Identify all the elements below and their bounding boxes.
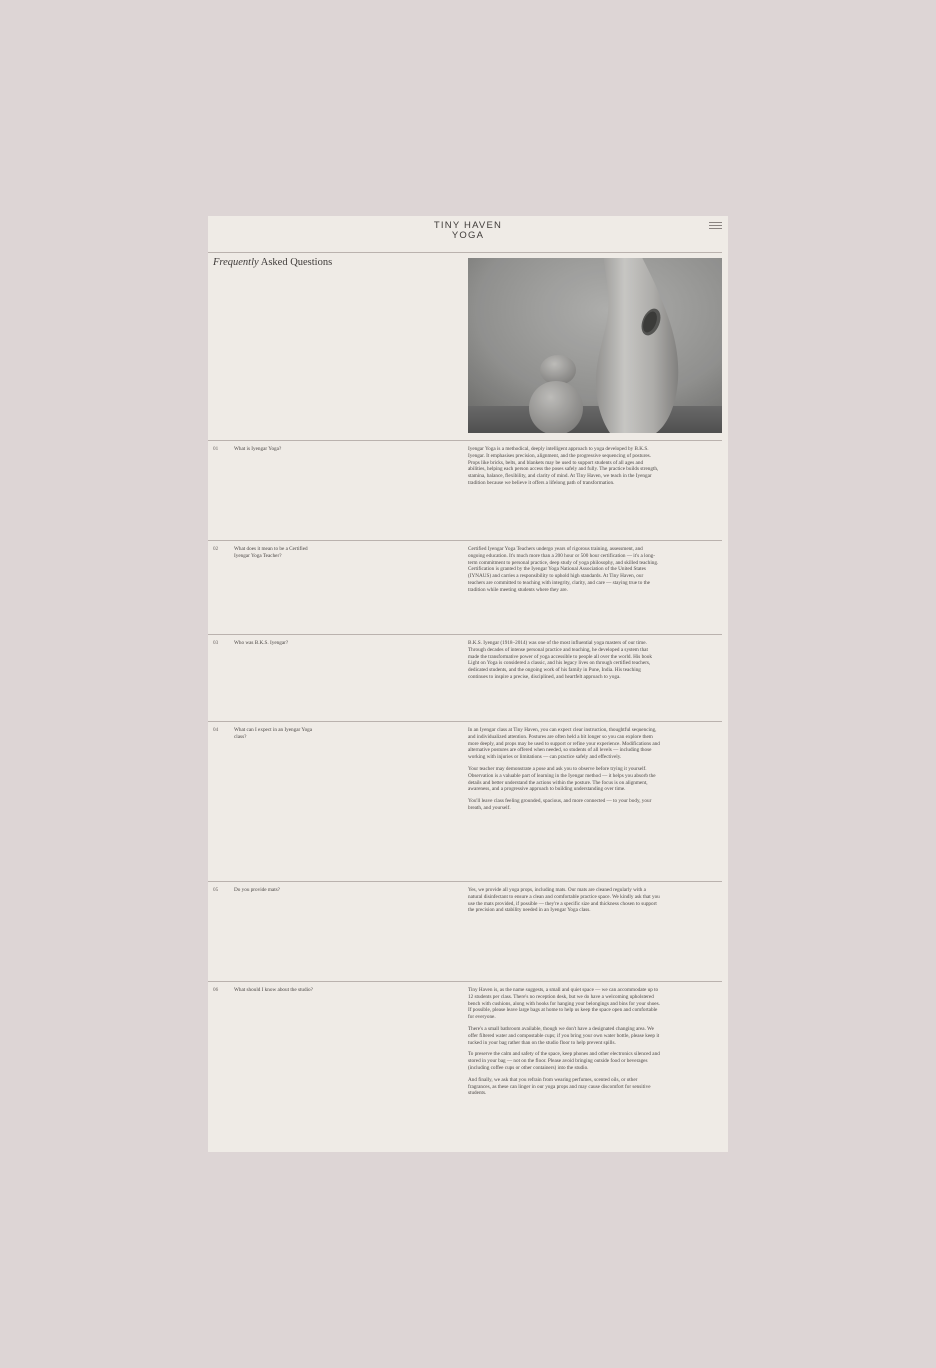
faq-answer-paragraph: And finally, we ask that you refrain from wearing perfumes, scented oils, or other fragrances, as these can linger in our yoga props and may cause discomfort for sensitive students. xyxy=(468,1076,651,1097)
faq-divider-06 xyxy=(208,981,722,982)
faq-number: 02 xyxy=(213,546,219,552)
faq-answer xyxy=(468,727,660,817)
faq-question[interactable]: What should I know about the studio? xyxy=(234,987,313,993)
faq-number: 04 xyxy=(213,727,219,733)
faq-divider-04 xyxy=(208,721,722,722)
logo-line-2: YOGA xyxy=(451,230,485,241)
faq-answer-paragraph: Iyengar Yoga is a methodical, deeply intelligent approach to yoga developed by B.K.S. Iyengar. It emphasises precision, alignment, and the progressive sequencing of postures. Props like bricks, belts, and blankets may be used to support students of all ages and abilities, helping each person access the poses safely and fully. The practice builds strength, stamina, balance, flexibility, and clarity of mind. At Tiny Haven, we teach in the Iyengar tradition because we believe it offers a lifelong path of transformation. xyxy=(468,446,659,486)
page-title-rest: Asked Questions xyxy=(258,257,333,268)
page-title-italic: Frequently xyxy=(213,257,259,268)
faq-page xyxy=(208,216,728,1152)
site-header xyxy=(208,216,728,252)
faq-answer-paragraph: Yes, we provide all yoga props, including mats. Our mats are cleaned regularly with a natural disinfectant to ensure a clean and comfortable practice space. We kindly ask that you use the mats provided, if possible — they're a specific size and thickness chosen to support the precision and stability needed in an Iyengar Yoga class. xyxy=(468,887,660,914)
faq-answer-paragraph: To preserve the calm and safety of the space, keep phones and other electronics silenced and stored in your bag — not on the floor. Please avoid bringing outside food or beverages (including coffee cups or other containers) into the studio. xyxy=(468,1051,660,1071)
faq-answer-paragraph: Your teacher may demonstrate a pose and ask you to observe before trying it yourself. Observation is a valuable part of learning in the Iyengar method — it helps you absorb the details and better understand the actions within the posture. The focus is on alignment, awareness, and a progressive approach to building understanding over time. xyxy=(468,765,656,793)
logo-line-1: TINY HAVEN xyxy=(433,220,503,231)
faq-question[interactable]: Do you provide mats? xyxy=(234,887,280,893)
faq-divider-01 xyxy=(208,440,722,441)
faq-question[interactable]: What does it mean to be a Certified Iyengar Yoga Teacher? xyxy=(234,546,308,559)
faq-answer xyxy=(468,887,660,919)
faq-number: 03 xyxy=(213,640,219,646)
faq-question[interactable]: What can I expect in an Iyengar Yoga class? xyxy=(234,727,313,740)
page-title xyxy=(213,256,332,269)
header-divider xyxy=(208,252,722,253)
faq-divider-02 xyxy=(208,540,722,541)
faq-answer-paragraph: Tiny Haven is, as the name suggests, a small and quiet space — we can accommodate up to 12 students per class. There's no reception desk, but we do have a welcoming upholstered bench with cushions, along with hooks for hanging your belongings and bins for your shoes. If possible, please leave large bags at home to help us keep the space open and comfortable for everyone. xyxy=(468,987,660,1021)
faq-question[interactable]: What is Iyengar Yoga? xyxy=(234,446,282,452)
hamburger-menu-icon[interactable] xyxy=(709,222,722,231)
faq-number: 01 xyxy=(213,446,219,452)
faq-answer xyxy=(468,640,660,686)
faq-answer-paragraph: You'll leave class feeling grounded, spacious, and more connected — to your body, your breath, and yourself. xyxy=(468,798,652,811)
faq-number: 06 xyxy=(213,987,219,993)
faq-answer-paragraph: B.K.S. Iyengar (1918–2014) was one of the most influential yoga masters of our time. Through decades of intense personal practice and teaching, he developed a system that made the transformative power of yoga accessible to people all over the world. His book Light on Yoga is considered a classic, and his legacy lives on through certified teachers, dedicated students, and the ongoing work of his family in Pune, India. His teaching continues to inspire a precise, disciplined, and heartfelt approach to yoga. xyxy=(468,640,652,680)
hero-grain xyxy=(468,258,722,433)
faq-answer-paragraph: There's a small bathroom available, though we don't have a designated changing area. We offer filtered water and compostable cups; if you bring your own water bottle, please keep it tucked in your bag rather than on the studio floor to help prevent spills. xyxy=(468,1025,660,1046)
site-logo[interactable] xyxy=(208,221,728,241)
faq-answer xyxy=(468,446,660,492)
faq-answer xyxy=(468,987,660,1102)
faq-divider-03 xyxy=(208,634,722,635)
hero-image xyxy=(468,258,722,433)
faq-number: 05 xyxy=(213,887,219,893)
faq-answer-paragraph: In an Iyengar class at Tiny Haven, you can expect clear instruction, thoughtful sequencing, and individualized attention. Postures are often held a bit longer so you can explore them more deeply, and props may be used to support or refine your experience. Modifications and alternative postures are offered when needed, so students of all levels — including those working with injuries or limitations — can practice safely and effectively. xyxy=(468,727,660,761)
faq-divider-05 xyxy=(208,881,722,882)
faq-answer-paragraph: Certified Iyengar Yoga Teachers undergo years of rigorous training, assessment, and ongoing education. It's much more than a 200 hour or 500 hour certification — it's a long-term commitment to personal practice, deep study of yoga philosophy, and skilled teaching. Certification is granted by the Iyengar Yoga National Association of the United States (IYNAUS) and carries a responsibility to uphold high standards. At Tiny Haven, our teachers are committed to teaching with integrity, clarity, and care — staying true to the tradition while meeting students where they are. xyxy=(468,546,659,593)
faq-question[interactable]: Who was B.K.S. Iyengar? xyxy=(234,640,289,646)
faq-answer xyxy=(468,546,660,599)
